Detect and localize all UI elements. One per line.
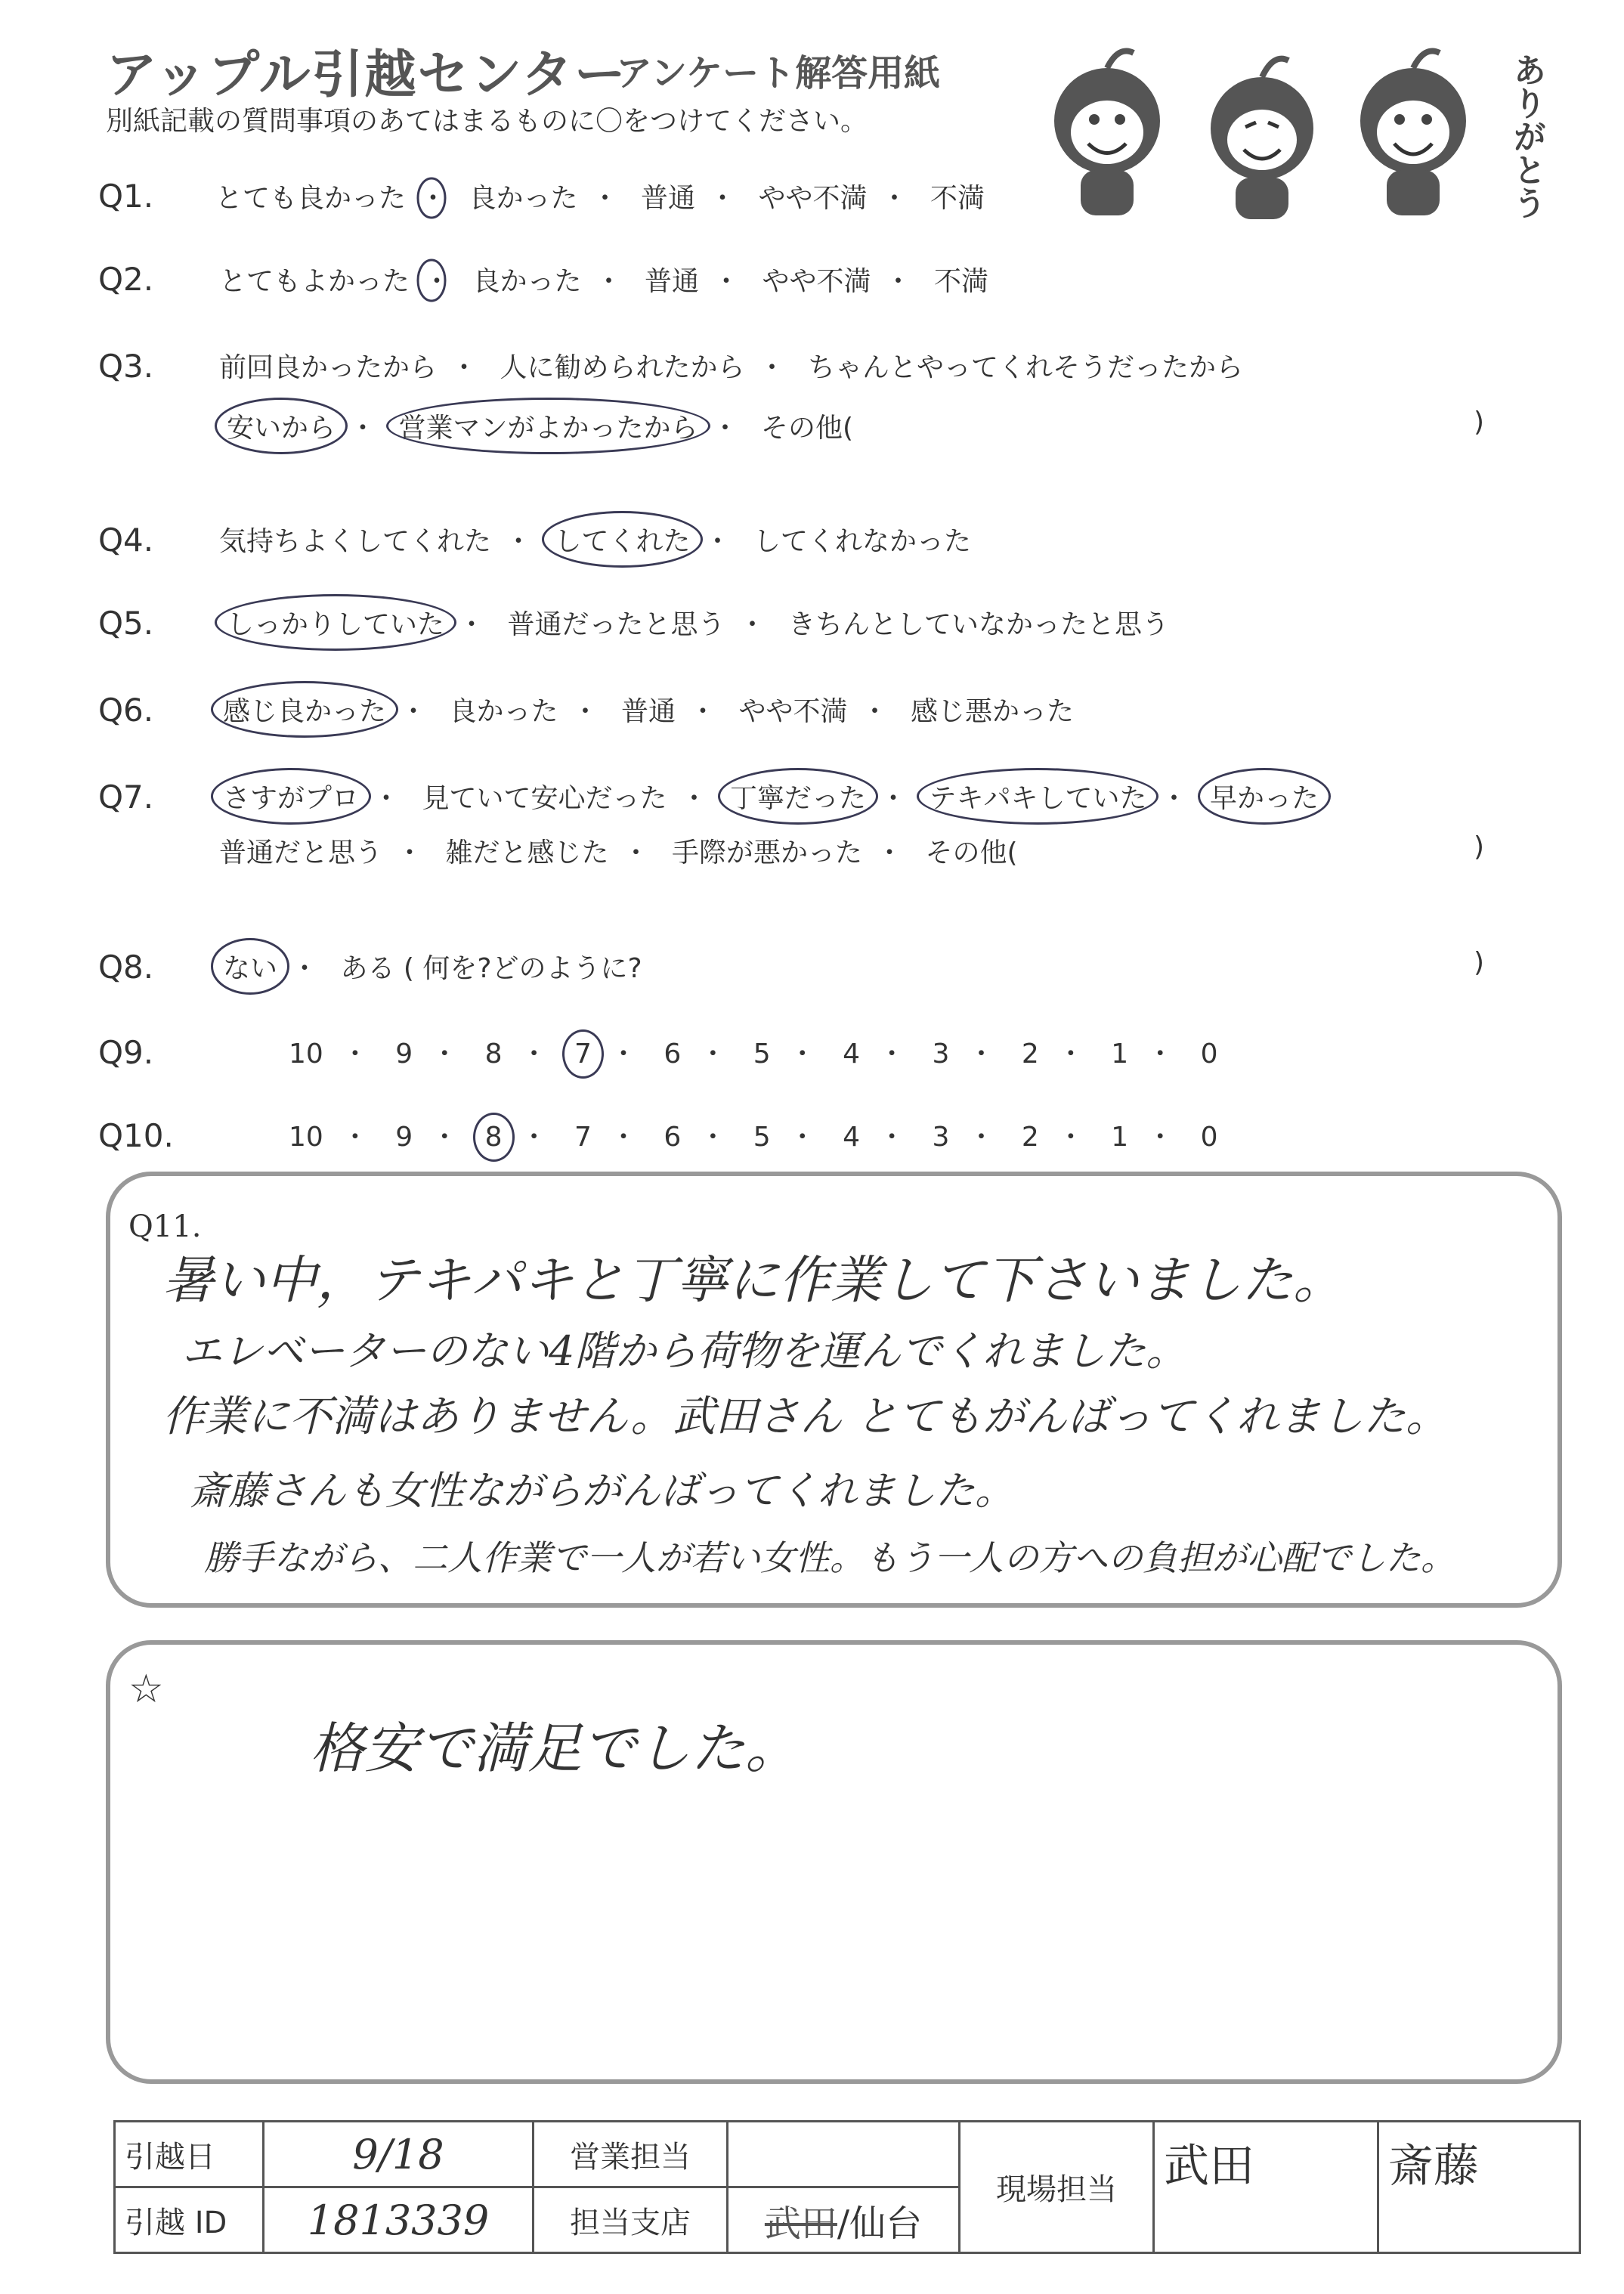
scale-value[interactable]: 0	[1200, 1039, 1218, 1070]
question-options-q5: しっかりしていた ・ 普通だったと思う ・ きちんとしていなかったと思う	[227, 603, 1169, 642]
q11-handwritten-line: 勝手ながら、二人作業で一人が若い女性。もう一人の方への負担が心配でした。	[204, 1537, 1455, 1578]
branch-label: 担当支店	[534, 2187, 728, 2253]
option-selected[interactable]: 早かった	[1210, 777, 1319, 816]
option[interactable]: その他(	[760, 413, 854, 444]
q11-handwritten-line: 斎藤さんも女性ながらがんばってくれました。	[189, 1469, 1015, 1514]
option[interactable]: 前回良かったから	[219, 352, 438, 383]
option[interactable]: とても良かった	[215, 183, 407, 214]
paren-close: )	[1474, 947, 1485, 978]
option[interactable]: とてもよかった	[219, 266, 410, 297]
option-selected[interactable]: 丁寧だった	[730, 777, 866, 816]
scale-value[interactable]: 9	[395, 1039, 413, 1070]
question-label-q3: Q3.	[98, 348, 154, 385]
option-selected[interactable]: してくれた	[554, 520, 690, 559]
question-options-q7-line2: 普通だと思う ・ 雑だと感じた ・ 手際が悪かった ・ その他(	[219, 831, 1018, 870]
question-label-q10: Q10.	[98, 1117, 174, 1154]
scale-value[interactable]: 6	[664, 1039, 682, 1070]
move-id-label: 引越 ID	[115, 2187, 264, 2253]
q11-handwritten-line: エレベーターのない4階から荷物を運んでくれました。	[181, 1327, 1187, 1375]
q11-handwritten-line: 暑い中，テキパキと丁寧に作業して下さいました。	[162, 1251, 1345, 1311]
scale-value[interactable]: 0	[1200, 1122, 1218, 1153]
answer-circle-mark	[414, 175, 449, 221]
option[interactable]: 雑だと感じた	[445, 837, 609, 868]
form-title: アップル引越センター	[106, 45, 627, 105]
question-options-q2: とてもよかった ・ 良かった ・ 普通 ・ やや不満 ・ 不満	[219, 260, 988, 299]
paren-close: )	[1474, 407, 1485, 438]
question-options-q1: とても良かった ・ 良かった ・ 普通 ・ やや不満 ・ 不満	[215, 177, 985, 215]
question-label-q4: Q4.	[98, 522, 154, 559]
paren-close: )	[1474, 831, 1485, 862]
option[interactable]: きちんとしていなかったと思う	[787, 609, 1169, 640]
option[interactable]: 良かった	[469, 183, 578, 214]
option[interactable]: やや不満	[758, 183, 868, 214]
scale-value[interactable]: 10	[289, 1039, 323, 1070]
option[interactable]: 良かった	[472, 266, 582, 297]
option[interactable]: してくれなかった	[753, 526, 971, 557]
option[interactable]: 手際が悪かった	[671, 837, 862, 868]
site-staff-2[interactable]: 斎藤	[1378, 2122, 1580, 2253]
option[interactable]: 不満	[930, 183, 985, 214]
question-options-q7-line1: さすがプロ ・ 見ていて安心だった ・ 丁寧だった ・ テキパキしていた ・ 早かった	[223, 777, 1319, 816]
option[interactable]: 普通だったと思う	[507, 609, 725, 640]
option[interactable]: 感じ悪かった	[910, 696, 1074, 727]
question-options-q3-line2: 安いから ・ 営業マンがよかったから ・ その他(	[227, 407, 853, 445]
answer-circle-mark	[414, 257, 449, 304]
form-subtitle: アンケート解答用紙	[616, 52, 941, 94]
option[interactable]: やや不満	[762, 266, 871, 297]
mascot-text: ありがとう	[1507, 53, 1546, 219]
scale-value[interactable]: 10	[289, 1122, 323, 1153]
scale-value[interactable]: 6	[664, 1122, 682, 1153]
scale-value[interactable]: 5	[753, 1122, 771, 1153]
scale-value[interactable]: 3	[932, 1039, 950, 1070]
mascot-monkey-icon	[1054, 51, 1160, 216]
star-box-handwritten-text: 格安で満足でした。	[310, 1717, 800, 1780]
question-label-q9: Q9.	[98, 1034, 154, 1071]
scale-value[interactable]: 8	[484, 1039, 503, 1070]
question-scale-q10: 10 ・ 9 ・ 8 ・ 7 ・ 6 ・ 5 ・ 4 ・ 3 ・ 2 ・ 1 ・ 0	[289, 1122, 1218, 1153]
sales-rep-label: 営業担当	[534, 2122, 728, 2187]
option-selected[interactable]: テキパキしていた	[929, 777, 1146, 816]
scale-value[interactable]: 1	[1111, 1122, 1129, 1153]
option-selected[interactable]: 感じ良かった	[223, 690, 386, 729]
branch-struck-text: 武田	[764, 2202, 837, 2245]
scale-value[interactable]: 2	[1021, 1122, 1039, 1153]
q11-label: Q11.	[128, 1209, 202, 1244]
scale-value[interactable]: 4	[843, 1122, 861, 1153]
mascot-monkey-icon	[1211, 59, 1313, 219]
option[interactable]: 良かった	[449, 696, 558, 727]
scale-value-selected[interactable]: 8	[484, 1122, 503, 1153]
question-label-q8: Q8.	[98, 949, 154, 986]
instruction-text: 別紙記載の質問事項のあてはまるものに〇をつけてください。	[106, 106, 868, 137]
option[interactable]: ある ( 何を?どのように?	[340, 953, 642, 984]
branch-value: 仙台	[849, 2202, 923, 2245]
option-selected[interactable]: 営業マンがよかったから	[398, 407, 698, 445]
option[interactable]: 気持ちよくしてくれた	[219, 526, 492, 557]
scale-value[interactable]: 1	[1111, 1039, 1129, 1070]
question-label-q2: Q2.	[98, 261, 154, 298]
question-label-q5: Q5.	[98, 605, 154, 642]
option-selected[interactable]: ない	[223, 947, 277, 986]
branch-value-cell[interactable]: 武田/仙台	[728, 2187, 960, 2253]
scale-value-selected[interactable]: 7	[574, 1039, 592, 1070]
q11-handwritten-line: 作業に不満はありません。武田さん とてもがんばってくれました。	[162, 1392, 1449, 1441]
site-staff-label: 現場担当	[960, 2122, 1154, 2253]
option[interactable]: 普通	[620, 696, 676, 727]
scale-value[interactable]: 3	[932, 1122, 950, 1153]
option[interactable]: 見ていて安心だった	[422, 783, 667, 814]
scale-value[interactable]: 9	[395, 1122, 413, 1153]
star-icon: ☆	[128, 1667, 164, 1712]
question-label-q7: Q7.	[98, 779, 154, 816]
question-options-q8: ない ・ ある ( 何を?どのように?	[223, 947, 642, 986]
question-options-q4: 気持ちよくしてくれた ・ してくれた ・ してくれなかった	[219, 520, 971, 559]
scale-value[interactable]: 5	[753, 1039, 771, 1070]
sales-rep-value[interactable]	[728, 2122, 960, 2187]
scale-value[interactable]: 4	[843, 1039, 861, 1070]
move-date-label: 引越日	[115, 2122, 264, 2187]
option[interactable]: 不満	[933, 266, 988, 297]
scale-value[interactable]: 7	[574, 1122, 592, 1153]
option[interactable]: やや不満	[738, 696, 848, 727]
option-selected[interactable]: しっかりしていた	[227, 603, 444, 642]
option-selected[interactable]: 安いから	[227, 407, 336, 445]
question-label-q1: Q1.	[98, 178, 154, 215]
question-label-q6: Q6.	[98, 692, 154, 729]
move-id-value[interactable]: 1813339	[264, 2187, 534, 2253]
question-scale-q9: 10 ・ 9 ・ 8 ・ 7 ・ 6 ・ 5 ・ 4 ・ 3 ・ 2 ・ 1 ・ 0	[289, 1039, 1218, 1070]
option[interactable]: その他(	[925, 837, 1018, 868]
mascot-monkey-icon	[1360, 51, 1466, 216]
option[interactable]: 普通だと思う	[219, 837, 383, 868]
footer-info-table	[113, 2120, 1581, 2254]
question-options-q6: 感じ良かった ・ 良かった ・ 普通 ・ やや不満 ・ 感じ悪かった	[223, 690, 1074, 729]
move-date-value[interactable]: 9/18	[264, 2122, 534, 2187]
option[interactable]: 人に勧められたから	[500, 352, 745, 383]
option[interactable]: 普通	[640, 183, 695, 214]
option[interactable]: ちゃんとやってくれそうだったから	[807, 352, 1243, 383]
scale-value[interactable]: 2	[1021, 1039, 1039, 1070]
site-staff-1[interactable]: 武田	[1154, 2122, 1378, 2253]
option-selected[interactable]: さすがプロ	[223, 777, 359, 816]
question-options-q3-line1: 前回良かったから ・ 人に勧められたから ・ ちゃんとやってくれそうだったから	[219, 346, 1243, 385]
option[interactable]: 普通	[644, 266, 699, 297]
mascot-illustration	[1035, 30, 1564, 227]
